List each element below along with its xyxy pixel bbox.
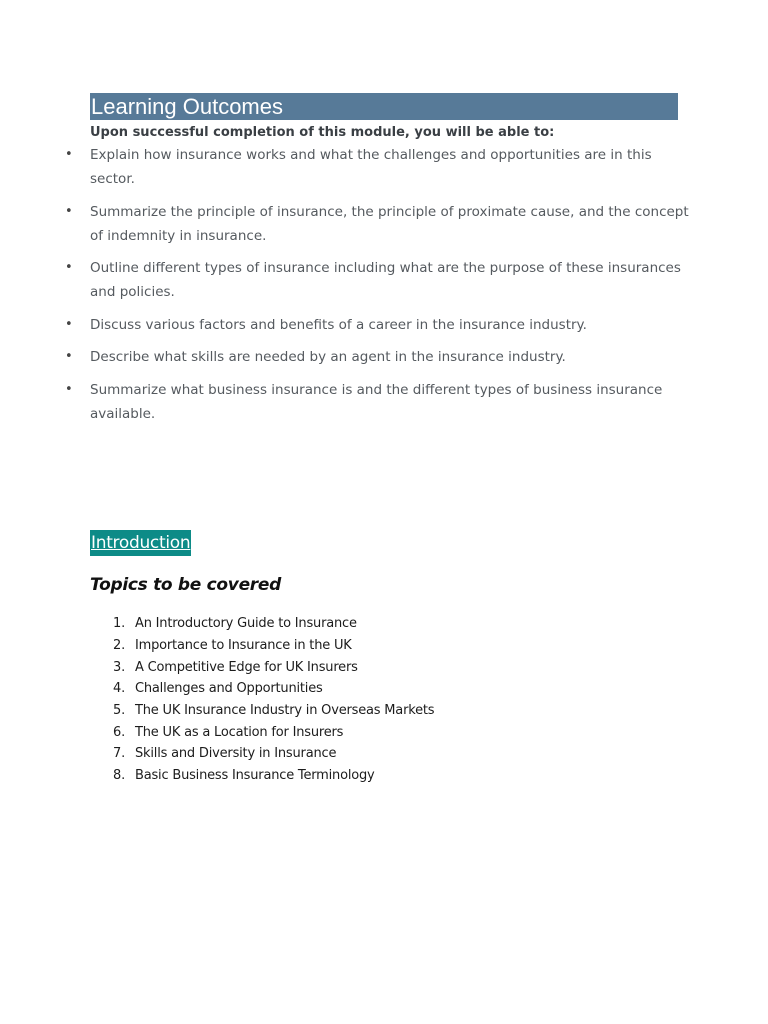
topic-number: 6. <box>113 725 126 740</box>
learning-outcomes-heading: Learning Outcomes <box>90 93 678 120</box>
topic-text: An Introductory Guide to Insurance <box>135 616 357 631</box>
topic-number: 8. <box>113 768 126 783</box>
topic-text: The UK as a Location for Insurers <box>135 725 344 740</box>
outcome-item <box>65 200 690 248</box>
outcome-item <box>65 313 690 337</box>
topics-heading: Topics to be covered <box>90 575 281 595</box>
topic-text: A Competitive Edge for UK Insurers <box>135 660 358 675</box>
bullet-icon: • <box>65 260 73 275</box>
outcome-text: Outline different types of insurance including what are the purpose of these insurances and policies. <box>90 260 681 300</box>
topic-text: Challenges and Opportunities <box>135 681 323 696</box>
outcome-text: Summarize the principle of insurance, the principle of proximate cause, and the concept of indemnity in insurance. <box>90 204 689 244</box>
bullet-icon: • <box>65 204 73 219</box>
outcome-text: Describe what skills are needed by an agent in the insurance industry. <box>90 349 566 365</box>
outcome-text: Discuss various factors and benefits of a career in the insurance industry. <box>90 317 587 333</box>
outcome-text: Explain how insurance works and what the challenges and opportunities are in this sector. <box>90 147 652 187</box>
topic-number: 5. <box>113 703 126 718</box>
learning-outcomes-intro: Upon successful completion of this module, you will be able to: <box>90 125 555 140</box>
outcome-item <box>65 378 690 426</box>
outcome-item <box>65 256 690 304</box>
topic-number: 3. <box>113 660 126 675</box>
topic-number: 4. <box>113 681 126 696</box>
bullet-icon: • <box>65 349 73 364</box>
introduction-heading: Introduction <box>90 530 191 556</box>
topic-text: The UK Insurance Industry in Overseas Markets <box>135 703 435 718</box>
topic-text: Skills and Diversity in Insurance <box>135 746 337 761</box>
bullet-icon: • <box>65 382 73 397</box>
outcome-item <box>65 345 690 369</box>
topic-number: 2. <box>113 638 126 653</box>
topic-number: 7. <box>113 746 126 761</box>
outcome-text: Summarize what business insurance is and the different types of business insurance available. <box>90 382 663 422</box>
bullet-icon: • <box>65 317 73 332</box>
topic-number: 1. <box>113 616 126 631</box>
bullet-icon: • <box>65 147 73 162</box>
outcome-item <box>65 143 690 191</box>
topic-text: Importance to Insurance in the UK <box>135 638 352 653</box>
topic-text: Basic Business Insurance Terminology <box>135 768 375 783</box>
